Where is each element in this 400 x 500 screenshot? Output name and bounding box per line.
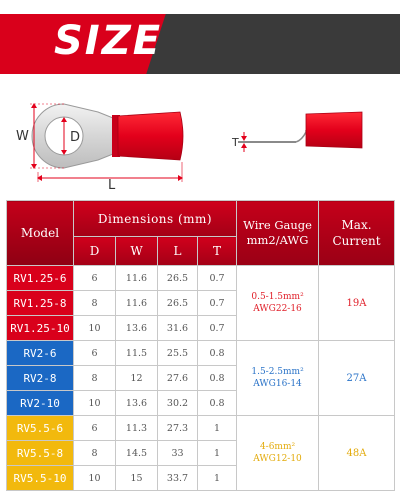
- cell-l: 26.5: [158, 266, 198, 291]
- cell-t: 0.7: [198, 266, 237, 291]
- cell-t: 1: [198, 441, 237, 466]
- cell-l: 31.6: [158, 316, 198, 341]
- label-w: W: [16, 129, 29, 144]
- header-max-current: [319, 201, 395, 266]
- header-wire-gauge-line2: mm2/AWG: [246, 233, 309, 247]
- cell-l: 30.2: [158, 391, 198, 416]
- cell-d: 8: [74, 366, 116, 391]
- header-wire-gauge: [237, 201, 319, 266]
- table-row: [7, 266, 395, 291]
- model-cell: RV1.25-10: [7, 316, 74, 341]
- cell-w: 11.5: [116, 341, 158, 366]
- cell-w: 11.6: [116, 291, 158, 316]
- side-view: [238, 112, 362, 152]
- header-t: T: [198, 237, 237, 266]
- cell-t: 1: [198, 466, 237, 491]
- current-cell: 48A: [319, 416, 395, 491]
- wire-gauge-cell: [237, 341, 319, 416]
- model-cell: RV1.25-6: [7, 266, 74, 291]
- header-dimensions: Dimensions (mm): [74, 201, 237, 237]
- wire-gauge-cell: [237, 266, 319, 341]
- cell-w: 11.6: [116, 266, 158, 291]
- wire-gauge-awg: AWG12-10: [253, 454, 302, 464]
- cell-w: 13.6: [116, 391, 158, 416]
- cell-d: 8: [74, 291, 116, 316]
- model-cell: RV2-8: [7, 366, 74, 391]
- cell-d: 10: [74, 316, 116, 341]
- cell-t: 0.7: [198, 291, 237, 316]
- header-wire-gauge-line1: Wire Gauge: [243, 218, 312, 232]
- model-cell: RV5.5-10: [7, 466, 74, 491]
- cell-l: 27.3: [158, 416, 198, 441]
- wire-gauge-mm: 1.5-2.5mm²: [251, 367, 304, 377]
- size-table-wrap: [6, 200, 394, 490]
- header-w: W: [116, 237, 158, 266]
- cell-d: 10: [74, 391, 116, 416]
- current-cell: 19A: [319, 266, 395, 341]
- cell-w: 15: [116, 466, 158, 491]
- header-row: [7, 201, 395, 237]
- cell-w: 14.5: [116, 441, 158, 466]
- cell-l: 25.5: [158, 341, 198, 366]
- cell-t: 0.8: [198, 391, 237, 416]
- header-l: L: [158, 237, 198, 266]
- table-row: [7, 416, 395, 441]
- banner-title: SIZE: [54, 18, 163, 64]
- front-view: [30, 103, 183, 182]
- label-d: D: [70, 130, 81, 145]
- wire-gauge-mm: 0.5-1.5mm²: [251, 292, 304, 302]
- table-row: [7, 341, 395, 366]
- wire-gauge-cell: [237, 416, 319, 491]
- label-t: T: [232, 136, 239, 149]
- wire-gauge-awg: AWG22-16: [253, 304, 302, 314]
- size-banner: [0, 0, 400, 92]
- cell-w: 13.6: [116, 316, 158, 341]
- model-cell: RV1.25-8: [7, 291, 74, 316]
- cell-t: 0.7: [198, 316, 237, 341]
- cell-d: 6: [74, 341, 116, 366]
- cell-w: 11.3: [116, 416, 158, 441]
- model-cell: RV2-10: [7, 391, 74, 416]
- cell-l: 33.7: [158, 466, 198, 491]
- header-model: Model: [7, 201, 74, 266]
- model-cell: RV2-6: [7, 341, 74, 366]
- cell-t: 0.8: [198, 366, 237, 391]
- cell-d: 6: [74, 266, 116, 291]
- cell-l: 26.5: [158, 291, 198, 316]
- banner-dark-shape: [146, 14, 400, 74]
- terminal-drawing: [0, 90, 400, 194]
- cell-l: 33: [158, 441, 198, 466]
- wire-gauge-awg: AWG16-14: [253, 379, 302, 389]
- header-d: D: [74, 237, 116, 266]
- current-cell: 27A: [319, 341, 395, 416]
- terminal-diagram: [0, 90, 400, 194]
- model-cell: RV5.5-6: [7, 416, 74, 441]
- cell-d: 8: [74, 441, 116, 466]
- cell-d: 10: [74, 466, 116, 491]
- header-current-line2: Current: [332, 234, 381, 248]
- cell-d: 6: [74, 416, 116, 441]
- label-l: L: [108, 178, 116, 193]
- cell-w: 12: [116, 366, 158, 391]
- size-table: [6, 200, 395, 491]
- cell-t: 1: [198, 416, 237, 441]
- cell-l: 27.6: [158, 366, 198, 391]
- model-cell: RV5.5-8: [7, 441, 74, 466]
- cell-t: 0.8: [198, 341, 237, 366]
- wire-gauge-mm: 4-6mm²: [259, 442, 296, 452]
- header-current-line1: Max.: [341, 218, 372, 232]
